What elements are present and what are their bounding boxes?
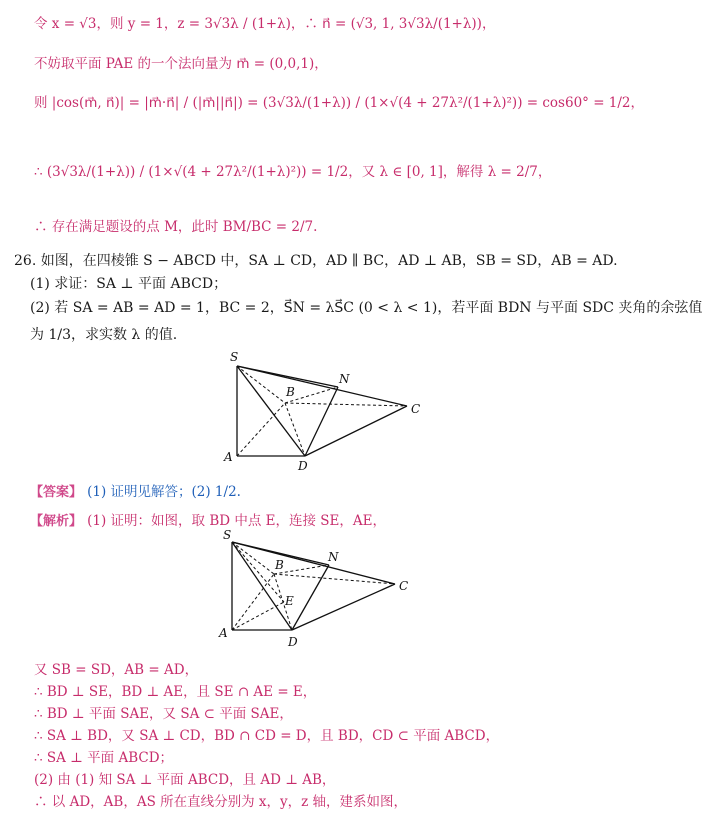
analysis-line-7: ∴ 以 AD，AB，AS 所在直线分别为 x，y，z 轴，建系如图， (34, 794, 408, 810)
fig2-label-s: S (223, 528, 232, 542)
analysis-tag: 【解析】 (30, 514, 83, 529)
analysis-line-2: ∴ BD ⊥ SE，BD ⊥ AE，且 SE ∩ AE = E， (34, 684, 317, 700)
analysis-line-1: 又 SB = SD，AB = AD， (34, 662, 199, 678)
answer-tag: 【答案】 (30, 485, 83, 500)
analysis-intro: (1) 证明：如图，取 BD 中点 E，连接 SE，AE， (87, 513, 386, 529)
problem-part-1: (1) 求证：SA ⊥ 平面 ABCD； (30, 276, 228, 292)
problem-part-2a: (2) 若 SA = AB = AD = 1，BC = 2，S⃗N = λS⃗C (0 < λ < 1)，若平面 BDN 与平面 SDC 夹角的余弦值 (30, 300, 702, 316)
answer-text: (1) 证明见解答；(2) 1/2. (87, 484, 241, 500)
solution-line-2: 不妨取平面 PAE 的一个法向量为 m⃗ = (0,0,1)， (34, 56, 328, 72)
solution-line-3: 则 |cos(m⃗, n⃗)| = |m⃗·n⃗| / (|m⃗||n⃗|) = (3√3λ/(1+λ)) / (1×√(4 + 27λ²/(1+λ)²)) = cos60° = 1/2， (34, 95, 645, 111)
fig2-label-n: N (328, 550, 339, 564)
pyramid-figure-2 (205, 527, 425, 657)
fig1-label-b: B (286, 385, 295, 399)
fig2-label-a: A (219, 626, 228, 640)
fig1-label-s: S (230, 350, 239, 364)
solution-line-4: ∴ (3√3λ/(1+λ)) / (1×√(4 + 27λ²/(1+λ)²)) = 1/2，又 λ ∈ [0, 1]，解得 λ = 2/7， (34, 164, 552, 180)
analysis-line-5: ∴ SA ⊥ 平面 ABCD； (34, 750, 174, 766)
fig2-label-c: C (399, 579, 409, 593)
fig2-label-b: B (275, 558, 284, 572)
solution-line-5: ∴ 存在满足题设的点 M，此时 BM/BC = 2/7. (34, 219, 318, 235)
fig1-label-d: D (298, 459, 308, 473)
pyramid-figure-1 (205, 345, 435, 475)
analysis-line-3: ∴ BD ⊥ 平面 SAE，又 SA ⊂ 平面 SAE， (34, 706, 293, 722)
fig2-label-e: E (285, 594, 294, 608)
fig1-label-c: C (411, 402, 421, 416)
fig1-label-a: A (224, 450, 233, 464)
problem-part-2b: 为 1/3，求实数 λ 的值. (30, 327, 178, 343)
analysis-line-4: ∴ SA ⊥ BD，又 SA ⊥ CD，BD ∩ CD = D，且 BD，CD ⊂ 平面 ABCD， (34, 728, 500, 744)
answer-row (30, 481, 241, 503)
solution-line-1: 令 x = √3，则 y = 1，z = 3√3λ / (1+λ)，∴ n⃗ = (√3, 1, 3√3λ/(1+λ))， (34, 16, 496, 32)
fig1-label-n: N (339, 372, 350, 386)
fig2-label-d: D (288, 635, 298, 649)
problem-stem: 26. 如图，在四棱锥 S − ABCD 中，SA ⊥ CD，AD ∥ BC，AD ⊥ AB，SB = SD，AB = AD. (14, 253, 618, 269)
analysis-line-6: (2) 由 (1) 知 SA ⊥ 平面 ABCD，且 AD ⊥ AB， (34, 772, 336, 788)
